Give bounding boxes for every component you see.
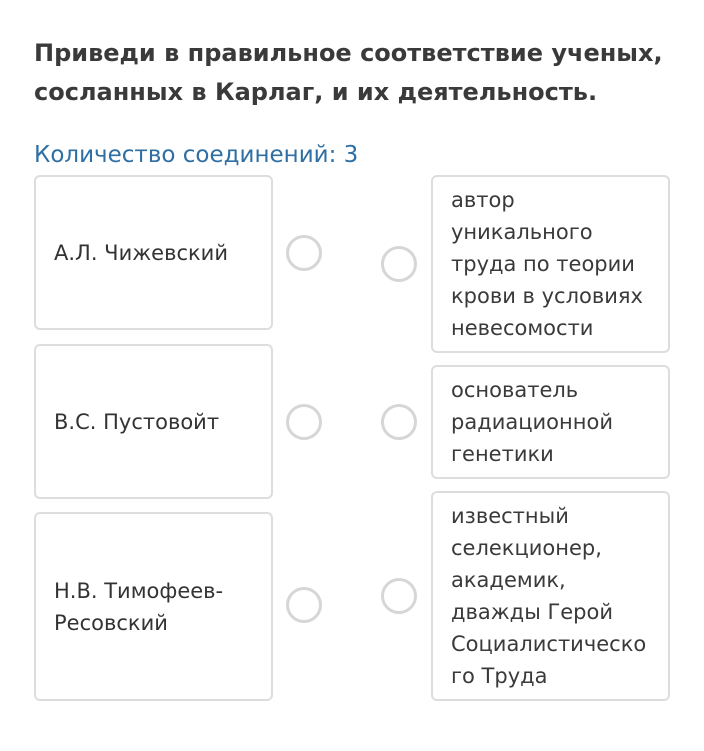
right-connector-3-icon[interactable] (381, 578, 417, 614)
left-connector-1-icon[interactable] (286, 235, 322, 271)
left-connector-3-icon[interactable] (286, 587, 322, 623)
right-item-label: автор уникального труда по теории крови в условиях невесомости (451, 188, 643, 340)
right-item-2[interactable] (431, 365, 670, 479)
left-item-3[interactable] (34, 512, 273, 701)
right-item-label: известный селекционер, академик, дважды Герой Социалистическо го Труда (451, 504, 647, 688)
question-title: Приведи в правильное соответствие ученых, сосланных в Карлаг, и их деятельность. (34, 39, 663, 106)
left-item-label: Н.В. Тимофеев- Ресовский (54, 578, 224, 635)
right-item-3[interactable] (431, 491, 670, 701)
right-item-1[interactable] (431, 175, 670, 353)
left-item-label: А.Л. Чижевский (54, 240, 228, 265)
left-item-1[interactable] (34, 175, 273, 330)
connections-count: Количество соединений: 3 (34, 142, 359, 168)
right-connector-1-icon[interactable] (381, 246, 417, 282)
right-item-label: основатель радиационной генетики (451, 378, 613, 466)
left-connector-2-icon[interactable] (286, 404, 322, 440)
left-item-2[interactable] (34, 344, 273, 499)
right-connector-2-icon[interactable] (381, 404, 417, 440)
left-item-label: В.С. Пустовойт (54, 409, 220, 434)
